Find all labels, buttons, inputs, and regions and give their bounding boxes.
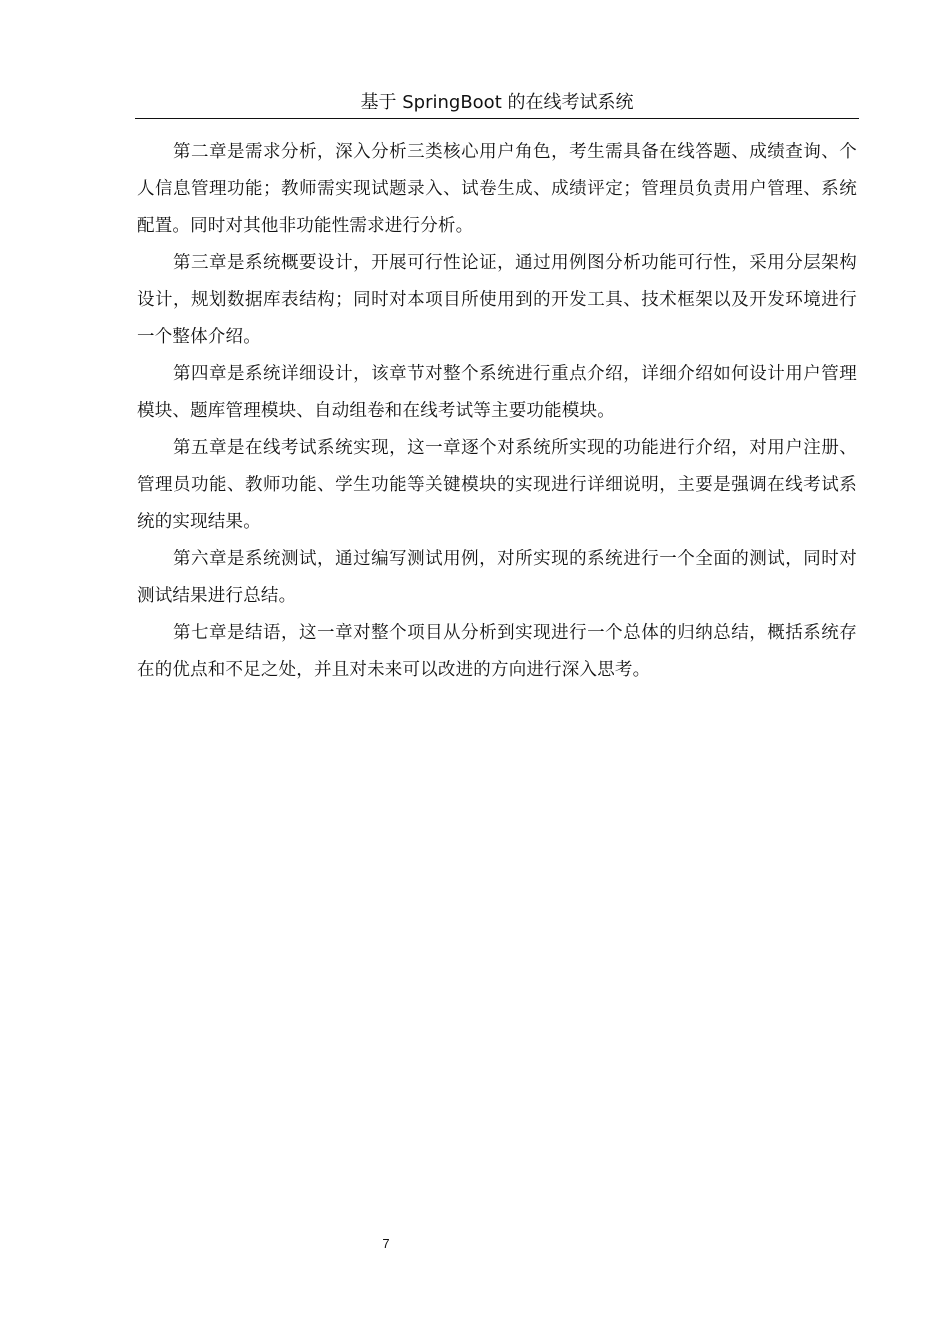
paragraph-chapter-7: 第七章是结语，这一章对整个项目从分析到实现进行一个总体的归纳总结，概括系统存在的优点和不足之处，并且对未来可以改进的方向进行深入思考。 bbox=[137, 623, 857, 680]
paragraph-chapter-2: 第二章是需求分析，深入分析三类核心用户角色，考生需具备在线答题、成绩查询、个人信息管理功能；教师需实现试题录入、试卷生成、成绩评定；管理员负责用户管理、系统配置。同时对其他非功能性需求进行分析。 bbox=[137, 142, 857, 236]
header-rule bbox=[135, 118, 859, 119]
paragraph-chapter-3: 第三章是系统概要设计，开展可行性论证，通过用例图分析功能可行性，采用分层架构设计，规划数据库表结构；同时对本项目所使用到的开发工具、技术框架以及开发环境进行一个整体介绍。 bbox=[137, 253, 857, 347]
paragraph-chapter-4: 第四章是系统详细设计，该章节对整个系统进行重点介绍，详细介绍如何设计用户管理模块、题库管理模块、自动组卷和在线考试等主要功能模块。 bbox=[137, 364, 857, 421]
page-number: 7 bbox=[382, 1236, 390, 1251]
running-header: 基于 SpringBoot 的在线考试系统 bbox=[360, 92, 634, 113]
body-text bbox=[137, 134, 857, 689]
paragraph-chapter-6: 第六章是系统测试，通过编写测试用例，对所实现的系统进行一个全面的测试，同时对测试结果进行总结。 bbox=[137, 549, 857, 606]
paragraph-chapter-5: 第五章是在线考试系统实现，这一章逐个对系统所实现的功能进行介绍，对用户注册、管理员功能、教师功能、学生功能等关键模块的实现进行详细说明，主要是强调在线考试系统的实现结果。 bbox=[137, 438, 857, 532]
